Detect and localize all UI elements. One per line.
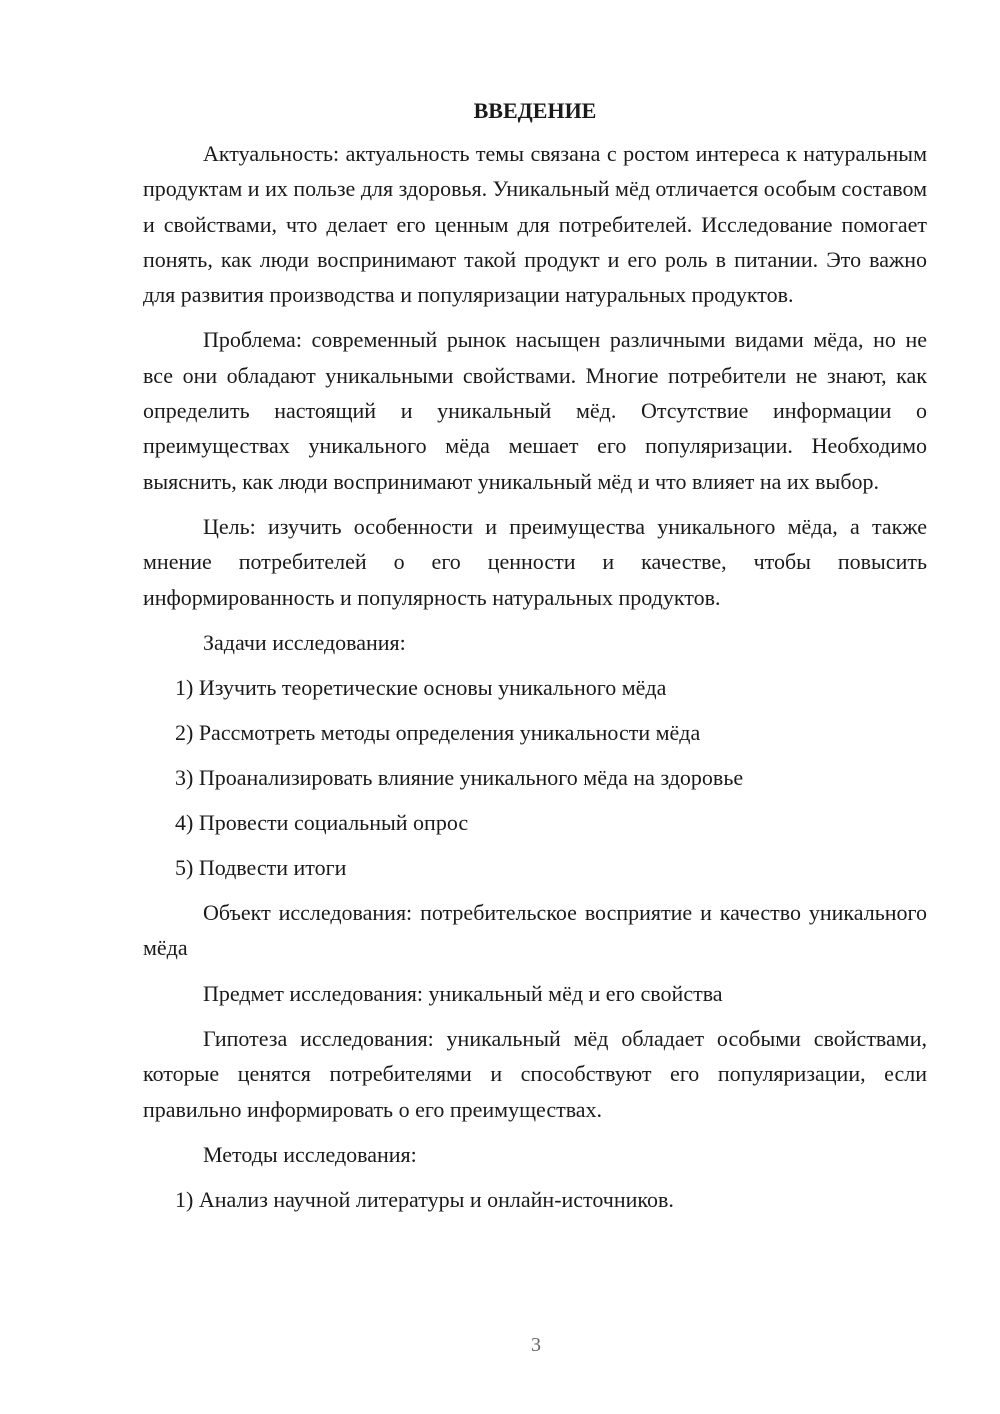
subject-paragraph: Предмет исследования: уникальный мёд и его свойства: [203, 980, 723, 1006]
tasks-title: Задачи исследования:: [203, 629, 406, 655]
problem-paragraph: Проблема: современный рынок насыщен различными видами мёда, но не все они обладают уникальными свойствами. Многие потребители не знают, как определить настоящий и уникальный мёд. Отсутствие информации о преимуществах уникального мёда мешает его популяризации. Необходимо выяснить, как люди воспринимают уникальный мёд и что влияет на их выбор.: [143, 327, 927, 494]
task-item: 5) Подвести итоги: [175, 855, 347, 881]
task-item: 2) Рассмотреть методы определения уникальности мёда: [175, 720, 701, 746]
goal-paragraph: Цель: изучить особенности и преимущества уникального мёда, а также мнение потребителей о его ценности и качестве, чтобы повысить информированность и популярность натуральных продуктов.: [143, 513, 927, 610]
task-item: 3) Проанализировать влияние уникального мёда на здоровье: [175, 765, 744, 791]
section-heading: ВВЕДЕНИЕ: [473, 98, 597, 123]
relevance-paragraph: Актуальность: актуальность темы связана с ростом интереса к натуральным продуктам и их пользе для здоровья. Уникальный мёд отличается особым составом и свойствами, что делает его ценным для потребителей. Исследование помогает понять, как люди воспринимают такой продукт и его роль в питании. Это важно для развития производства и популяризации натуральных продуктов.: [143, 141, 927, 308]
object-paragraph: Объект исследования: потребительское восприятие и качество уникального мёда: [143, 900, 927, 961]
task-item: 1) Изучить теоретические основы уникального мёда: [175, 675, 667, 701]
methods-title: Методы исследования:: [203, 1141, 417, 1167]
page-content: [143, 96, 927, 1227]
method-item: 1) Анализ научной литературы и онлайн-источников.: [175, 1187, 674, 1213]
hypothesis-paragraph: Гипотеза исследования: уникальный мёд обладает особыми свойствами, которые ценятся потребителями и способствуют его популяризации, если правильно информировать о его преимуществах.: [143, 1026, 927, 1122]
page-number: 3: [531, 1334, 541, 1356]
task-item: 4) Провести социальный опрос: [175, 810, 469, 836]
